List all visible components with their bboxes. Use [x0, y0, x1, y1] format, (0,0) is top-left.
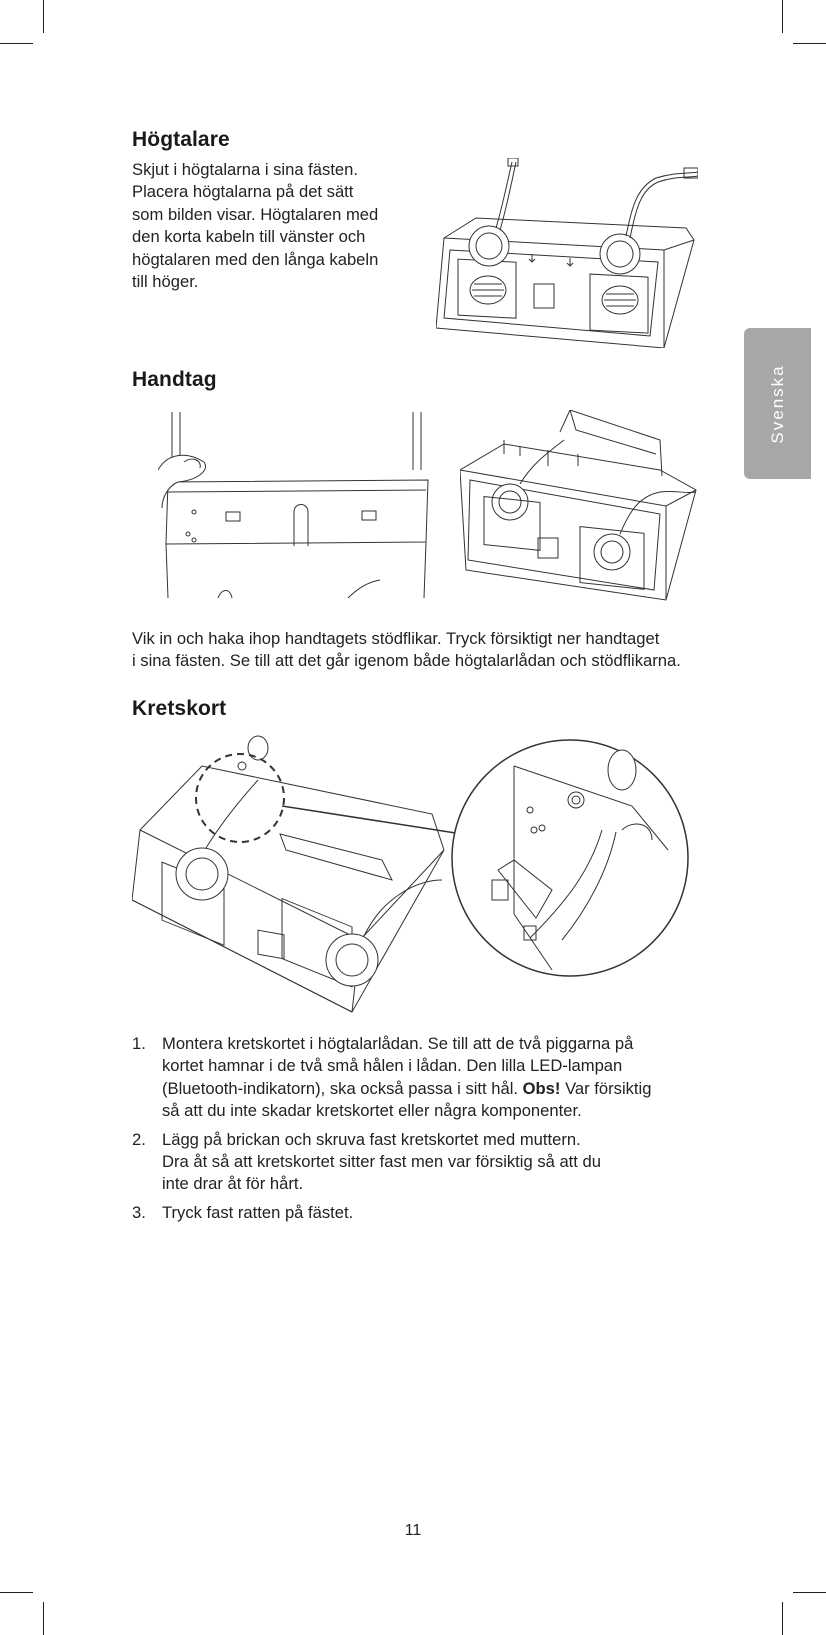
list-item: 3. Tryck fast ratten på fästet.	[132, 1202, 354, 1222]
crop-mark	[782, 0, 783, 33]
crop-mark	[793, 1592, 826, 1593]
handle-text: Vik in och haka ihop handtagets stödflikar. Tryck försiktigt ner handtaget i sina fästen. Se till att det går igenom både högtalarlådan och stödflikarna.	[132, 629, 681, 671]
circuit-heading: Kretskort	[132, 697, 227, 720]
crop-mark	[43, 1602, 44, 1635]
speakers-text: Skjut i högtalarna i sina fästen. Placera högtalarna på det sätt som bilden visar. Högtalaren med den korta kabeln till vänster och högtalaren med den långa kabeln till höger.	[132, 160, 379, 292]
list-item: 2. Lägg på brickan och skruva fast kretskortet med muttern. Dra åt så att kretskortet sitter fast men var försiktig så att du inte drar åt för hårt.	[132, 1129, 601, 1194]
handle-heading: Handtag	[132, 368, 217, 391]
crop-mark	[782, 1602, 783, 1635]
language-tab-label: Svenska	[767, 363, 787, 444]
circuit-board-illustration	[132, 730, 704, 1020]
warning-label: Obs!	[522, 1078, 561, 1098]
crop-mark	[0, 1592, 33, 1593]
crop-mark	[793, 43, 826, 44]
language-tab	[744, 328, 811, 479]
speakers-heading: Högtalare	[132, 128, 230, 151]
circuit-steps-list	[132, 1033, 702, 1230]
list-item: 1. Montera kretskortet i högtalarlådan. Se till att de två piggarna på kortet hamnar i de två små hålen i lådan. Den lilla LED-lampan (Bluetooth-indikatorn), ska också passa i sitt hål. Obs! Var försiktig så att du inte skadar kretskortet eller några komponenter.	[132, 1034, 652, 1121]
crop-mark	[0, 43, 33, 44]
page-number: 11	[404, 1522, 422, 1539]
speaker-box-illustration	[436, 158, 698, 348]
handle-insert-illustration	[460, 410, 698, 602]
crop-mark	[43, 0, 44, 33]
handle-fold-illustration	[158, 412, 430, 602]
